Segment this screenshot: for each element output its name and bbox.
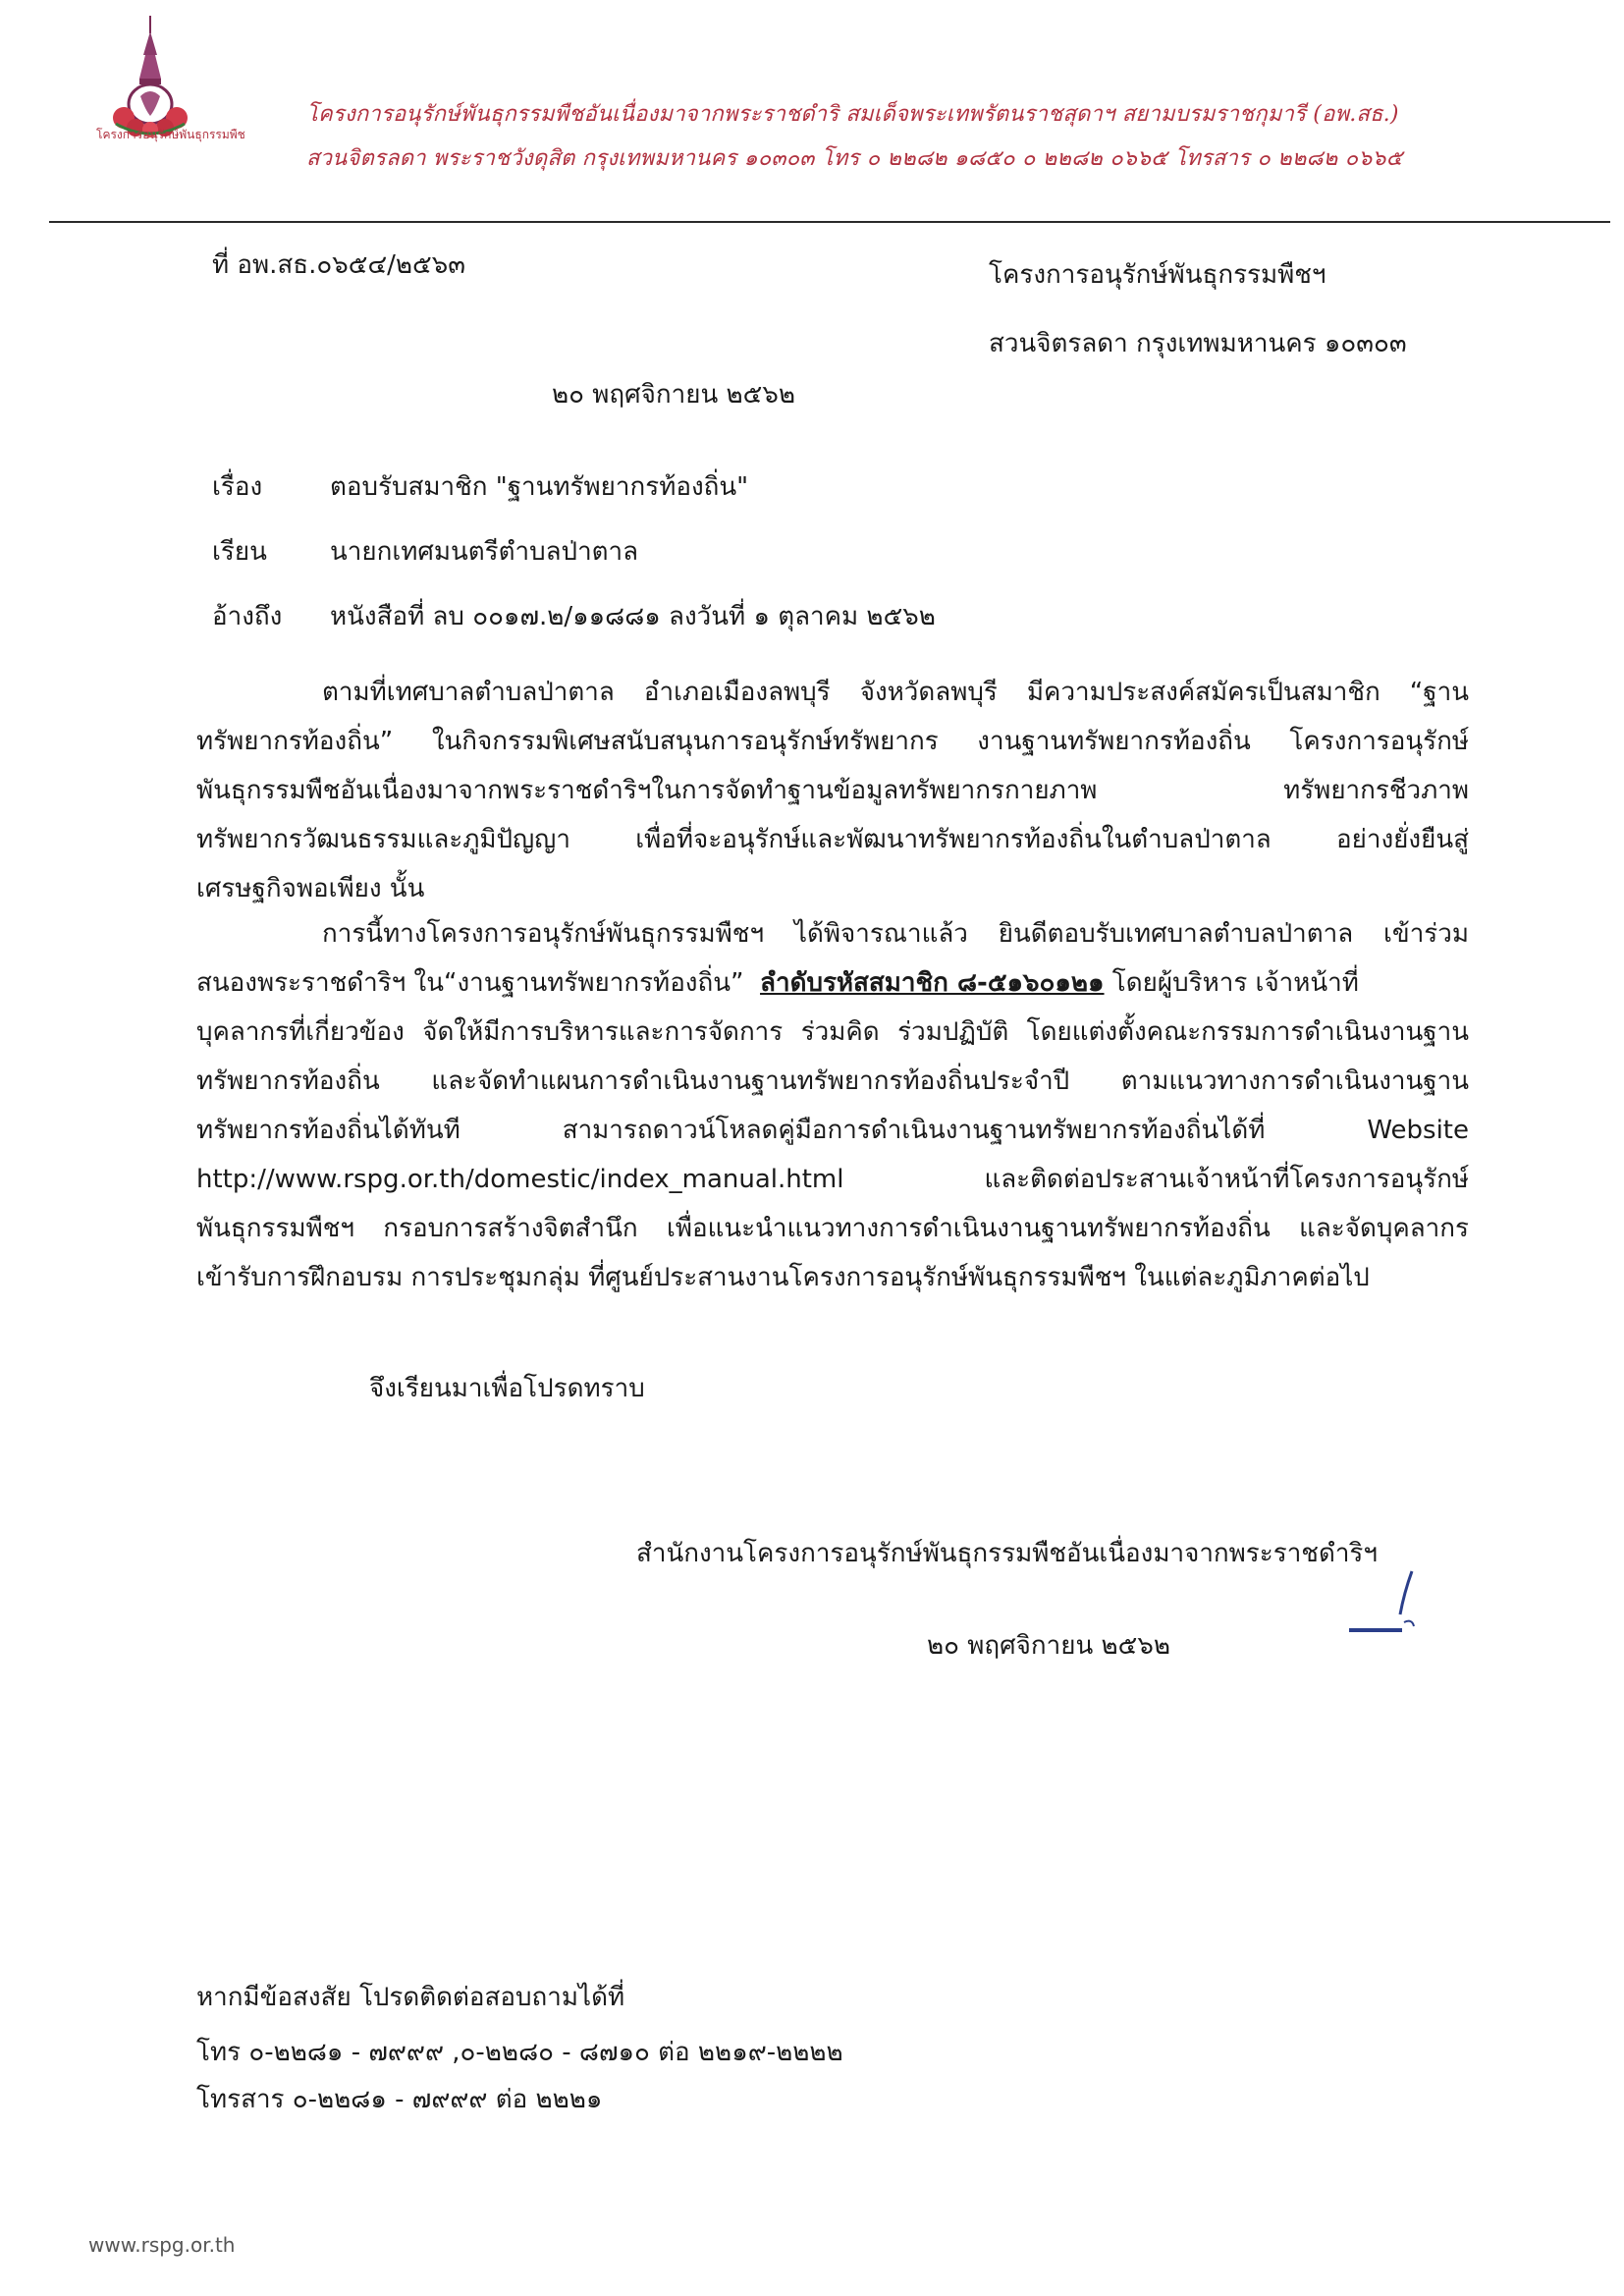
paragraph-line: พันธุกรรมพืชอันเนื่องมาจากพระราชดำริฯในการจัดทำฐานข้อมูลทรัพยากรกายภาพ ทรัพยากรชีวภาพ <box>196 776 1469 805</box>
recipient-text: นายกเทศมนตรีตำบลป่าตาล <box>330 537 639 567</box>
recipient-label: เรียน <box>212 537 267 567</box>
signature <box>1343 1563 1441 1642</box>
contact-question: หากมีข้อสงสัย โปรดติดต่อสอบถามได้ที่ <box>196 1983 625 2012</box>
paragraph-line: ทรัพยากรท้องถิ่น และจัดทำแผนการดำเนินงานฐานทรัพยากรท้องถิ่นประจำปี ตามแนวทางการดำเนินงานฐาน <box>196 1066 1469 1096</box>
paragraph-text: สนองพระราชดำริฯ ใน“งานฐานทรัพยากรท้องถิ่น” <box>196 968 744 998</box>
paragraph-line: ทรัพยากรท้องถิ่น” ในกิจกรรมพิเศษสนับสนุนการอนุรักษ์ทรัพยากร งานฐานทรัพยากรท้องถิ่น โครงการอนุรักษ์ <box>196 727 1469 756</box>
manual-url-line: http://www.rspg.or.th/domestic/index_manual.html และติดต่อประสานเจ้าหน้าที่โครงการอนุรักษ์ <box>196 1165 1469 1194</box>
footer-website: www.rspg.or.th <box>88 2233 236 2257</box>
paragraph-line: เศรษฐกิจพอเพียง นั้น <box>196 874 425 903</box>
body-paragraph-1 <box>196 668 1469 913</box>
closing-text: จึงเรียนมาเพื่อโปรดทราบ <box>369 1374 645 1403</box>
logo-caption: โครงการอนุรักษ์พันธุกรรมพืช <box>96 128 245 141</box>
paragraph-text: โดยผู้บริหาร เจ้าหน้าที่ <box>1111 968 1359 998</box>
sender-office: สำนักงานโครงการอนุรักษ์พันธุกรรมพืชอันเนื่องมาจากพระราชดำริฯ <box>636 1539 1378 1568</box>
header-divider <box>49 221 1610 223</box>
subject-label: เรื่อง <box>212 472 263 502</box>
paragraph-line: ทรัพยากรท้องถิ่นได้ทันที สามารถดาวน์โหลดคู่มือการดำเนินงานฐานทรัพยากรท้องถิ่นได้ที่ Website <box>196 1116 1469 1145</box>
contact-fax: โทรสาร ๐-๒๒๘๑ - ๗๙๙๙ ต่อ ๒๒๒๑ <box>196 2085 603 2114</box>
paragraph-line <box>196 958 1469 1008</box>
contact-phone: โทร ๐-๒๒๘๑ - ๗๙๙๙ ,๐-๒๒๘๐ - ๘๗๑๐ ต่อ ๒๒๑๙-๒๒๒๒ <box>196 2038 843 2067</box>
reference-text: หนังสือที่ ลบ ๐๐๑๗.๒/๑๑๘๘๑ ลงวันที่ ๑ ตุลาคม ๒๕๖๒ <box>330 602 936 631</box>
paragraph-line: พันธุกรรมพืชฯ กรอบการสร้างจิตสำนึก เพื่อแนะนำแนวทางการดำเนินงานฐานทรัพยากรท้องถิ่น และจัดบุคลากร <box>196 1214 1469 1243</box>
subject-text: ตอบรับสมาชิก "ฐานทรัพยากรท้องถิ่น" <box>330 472 749 502</box>
sender-org-address: สวนจิตรลดา กรุงเทพมหานคร ๑๐๓๐๓ <box>989 329 1407 358</box>
letter-date: ๒๐ พฤศจิกายน ๒๕๖๒ <box>552 380 795 410</box>
body-paragraph-2 <box>196 909 1469 1302</box>
reference-number: ที่ อพ.สธ.๐๖๕๔/๒๕๖๓ <box>212 250 466 280</box>
letterhead-org-line: โครงการอนุรักษ์พันธุกรรมพืชอันเนื่องมาจากพระราชดำริ สมเด็จพระเทพรัตนราชสุดาฯ สยามบรมราชกุมารี (อพ.สธ.) <box>306 102 1399 127</box>
reference-label: อ้างถึง <box>212 602 283 631</box>
paragraph-line: เข้ารับการฝึกอบรม การประชุมกลุ่ม ที่ศูนย์ประสานงานโครงการอนุรักษ์พันธุกรรมพืชฯ ในแต่ละภูมิภาคต่อไป <box>196 1263 1370 1292</box>
sender-org-name: โครงการอนุรักษ์พันธุกรรมพืชฯ <box>989 260 1326 290</box>
member-code: ลำดับรหัสสมาชิก ๘-๕๑๖๐๑๒๑ <box>760 968 1105 998</box>
paragraph-line: บุคลากรที่เกี่ยวข้อง จัดให้มีการบริหารและการจัดการ ร่วมคิด ร่วมปฏิบัติ โดยแต่งตั้งคณะกรรมการดำเนินงานฐาน <box>196 1017 1469 1047</box>
paragraph-line: ตามที่เทศบาลตำบลป่าตาล อำเภอเมืองลพบุรี จังหวัดลพบุรี มีความประสงค์สมัครเป็นสมาชิก “ฐาน <box>322 678 1469 707</box>
sign-date: ๒๐ พฤศจิกายน ๒๕๖๒ <box>927 1631 1170 1661</box>
paragraph-line: ทรัพยากรวัฒนธรรมและภูมิปัญญา เพื่อที่จะอนุรักษ์และพัฒนาทรัพยากรท้องถิ่นในตำบลป่าตาล อย่างยั่งยืนสู่ <box>196 825 1469 854</box>
paragraph-line: การนี้ทางโครงการอนุรักษ์พันธุกรรมพืชฯ ได้พิจารณาแล้ว ยินดีตอบรับเทศบาลตำบลป่าตาล เข้าร่วม <box>322 919 1469 949</box>
letterhead-address-line: สวนจิตรลดา พระราชวังดุสิต กรุงเทพมหานคร ๑๐๓๐๓ โทร ๐ ๒๒๘๒ ๑๘๕๐ ๐ ๒๒๘๒ ๐๖๖๕ โทรสาร ๐ ๒๒๘๒ ๐๖๖๕ <box>306 146 1403 171</box>
